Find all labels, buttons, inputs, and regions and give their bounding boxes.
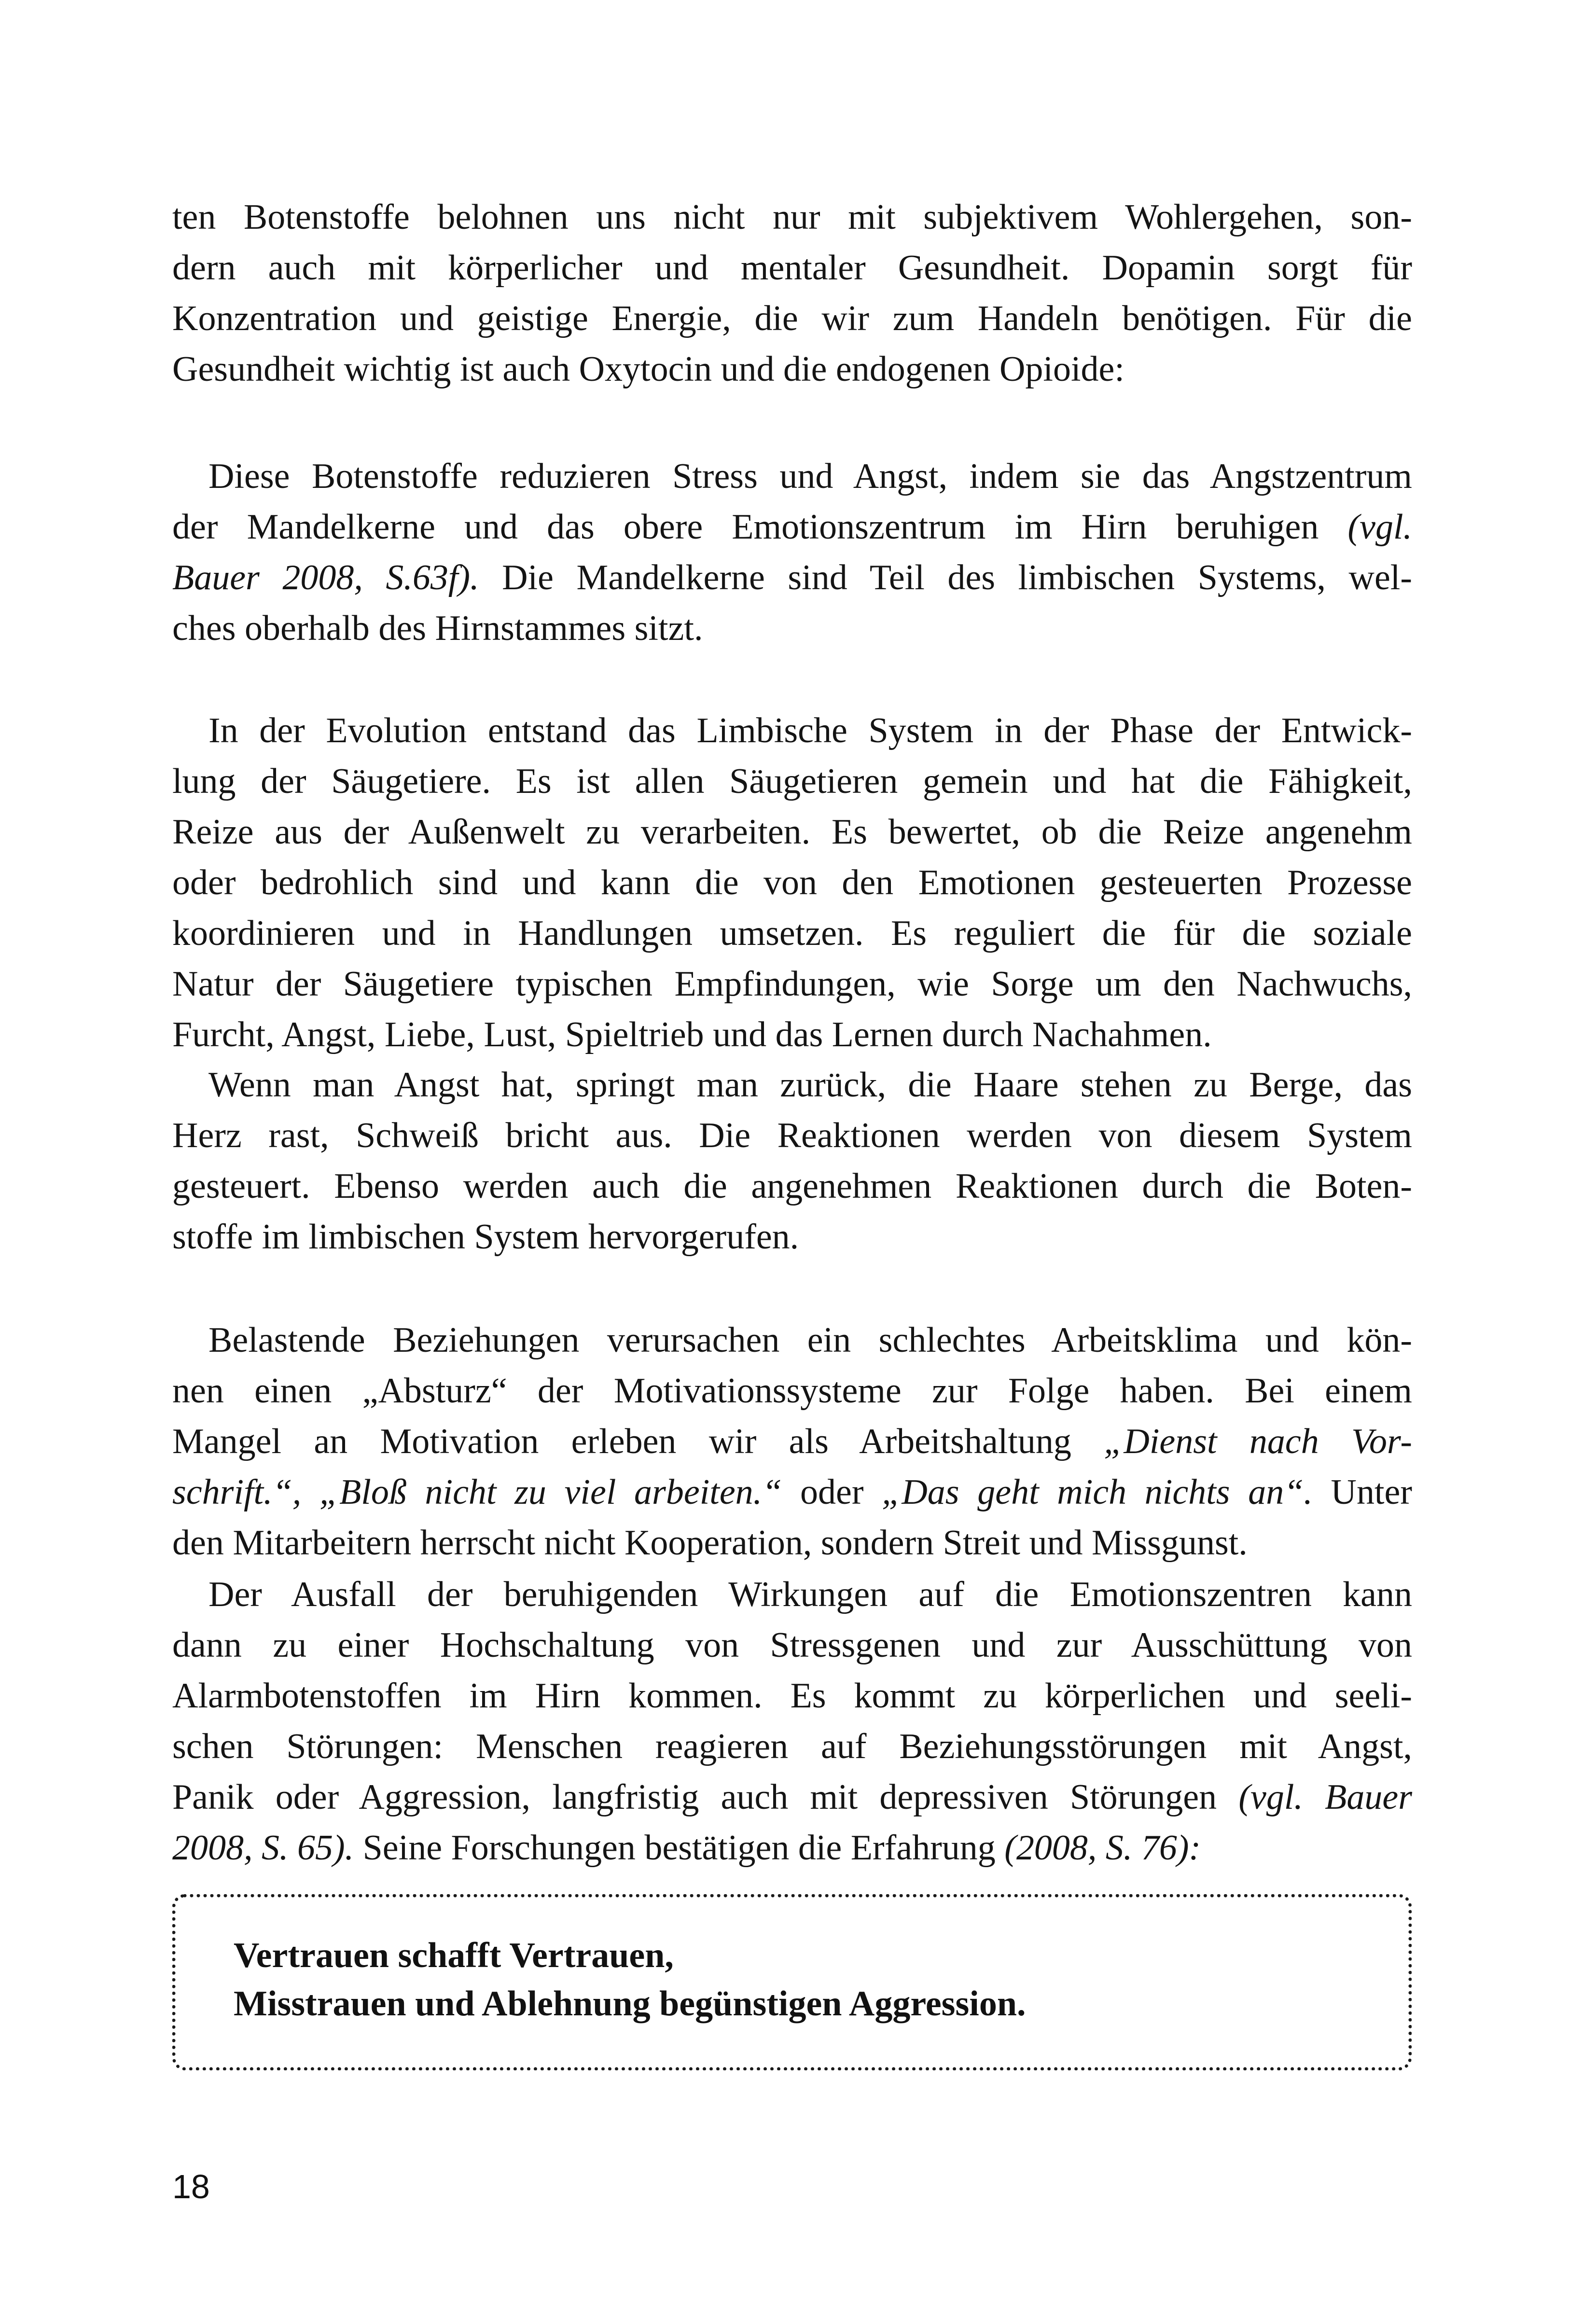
citation: 2008, S. 65). xyxy=(172,1828,354,1868)
text-line: ches oberhalb des Hirnstammes sitzt. xyxy=(172,609,703,648)
text-line: Natur der Säugetiere typischen Empfindungen, wie Sorge um den Nachwuchs, xyxy=(172,964,1412,1004)
text-line: 2008, S. 65). Seine Forschungen bestätigen die Erfahrung (2008, S. 76): xyxy=(172,1828,1201,1868)
text-line: dern auch mit körperlicher und mentaler Gesundheit. Dopamin sorgt für xyxy=(172,248,1412,288)
paragraph-botenstoffe xyxy=(172,192,1412,395)
quote-line: Vertrauen schafft Vertrauen, xyxy=(234,1936,674,1975)
text-line: Herz rast, Schweiß bricht aus. Die Reaktionen werden von diesem System xyxy=(172,1116,1412,1155)
text-line: Alarmbotenstoffen im Hirn kommen. Es kommt zu körperlichen und seeli- xyxy=(172,1676,1412,1716)
paragraph-angst-reaktionen xyxy=(172,1060,1412,1262)
text-line: dann zu einer Hochschaltung von Stressgenen und zur Ausschüttung von xyxy=(172,1625,1412,1665)
text-line: schrift.“, „Bloß nicht zu viel arbeiten.“ oder „Das geht mich nichts an“. Unter xyxy=(172,1472,1413,1512)
text-line: nen einen „Absturz“ der Motivationssysteme zur Folge haben. Bei einem xyxy=(172,1371,1412,1411)
text-line: gesteuert. Ebenso werden auch die angenehmen Reaktionen durch die Boten- xyxy=(172,1166,1412,1206)
paragraph-belastende-beziehungen xyxy=(172,1315,1412,1568)
paragraph-limbisches-system xyxy=(172,706,1412,1060)
citation: Bauer 2008, S.63f). xyxy=(172,558,479,597)
text-line: Gesundheit wichtig ist auch Oxytocin und die endogenen Opioide: xyxy=(172,349,1124,389)
page-number: 18 xyxy=(172,2168,210,2205)
text-line: stoffe im limbischen System hervorgerufen. xyxy=(172,1217,799,1257)
text-line: Der Ausfall der beruhigenden Wirkungen auf die Emotionszentren kann xyxy=(208,1575,1412,1614)
text-line: Mangel an Motivation erleben wir als Arbeitshaltung „Dienst nach Vor- xyxy=(172,1422,1412,1461)
citation: (vgl. Bauer xyxy=(1238,1777,1412,1817)
highlighted-quote-box xyxy=(172,1894,1412,2070)
paragraph-ausfall-wirkungen xyxy=(172,1569,1412,1873)
text-line: lung der Säugetiere. Es ist allen Säugetieren gemein und hat die Fähigkeit, xyxy=(172,762,1412,801)
text-line: Wenn man Angst hat, springt man zurück, die Haare stehen zu Berge, das xyxy=(208,1065,1412,1105)
text-line: ten Botenstoffe belohnen uns nicht nur mit subjektivem Wohlergehen, son- xyxy=(172,197,1412,237)
text-line: Reize aus der Außenwelt zu verarbeiten. Es bewertet, ob die Reize angenehm xyxy=(172,812,1412,852)
text-line: oder bedrohlich sind und kann die von den Emotionen gesteuerten Prozesse xyxy=(172,863,1412,902)
citation: (2008, S. 76): xyxy=(1004,1828,1201,1868)
paragraph-stress-angst xyxy=(172,451,1412,654)
quote-line: Misstrauen und Ablehnung begünstigen Aggression. xyxy=(234,1984,1026,2024)
text-line: Panik oder Aggression, langfristig auch mit depressiven Störungen (vgl. Bauer xyxy=(172,1777,1412,1817)
quoted-phrase: „Dienst nach Vor- xyxy=(1104,1422,1412,1461)
text-line: In der Evolution entstand das Limbische System in der Phase der Entwick- xyxy=(208,711,1412,750)
text-line: schen Störungen: Menschen reagieren auf Beziehungsstörungen mit Angst, xyxy=(172,1727,1412,1766)
text-line: Bauer 2008, S.63f). Die Mandelkerne sind Teil des limbischen Systems, wel- xyxy=(172,558,1412,597)
text-line: Diese Botenstoffe reduzieren Stress und Angst, indem sie das Angstzentrum xyxy=(208,457,1412,496)
quoted-phrase: schrift.“, „Bloß nicht zu viel arbeiten.“ xyxy=(172,1472,782,1512)
quoted-phrase: „Das geht mich nichts an“. xyxy=(882,1472,1313,1512)
text-line: der Mandelkerne und das obere Emotionszentrum im Hirn beruhigen (vgl. xyxy=(172,507,1413,547)
text-line: Konzentration und geistige Energie, die wir zum Handeln benötigen. Für die xyxy=(172,299,1412,338)
text-line: den Mitarbeitern herrscht nicht Kooperation, sondern Streit und Missgunst. xyxy=(172,1523,1248,1563)
text-line: koordinieren und in Handlungen umsetzen. Es reguliert die für die soziale xyxy=(172,914,1412,953)
text-line: Belastende Beziehungen verursachen ein schlechtes Arbeitsklima und kön- xyxy=(208,1320,1412,1360)
citation: (vgl. xyxy=(1347,507,1413,547)
text-line: Furcht, Angst, Liebe, Lust, Spieltrieb und das Lernen durch Nachahmen. xyxy=(172,1015,1212,1054)
